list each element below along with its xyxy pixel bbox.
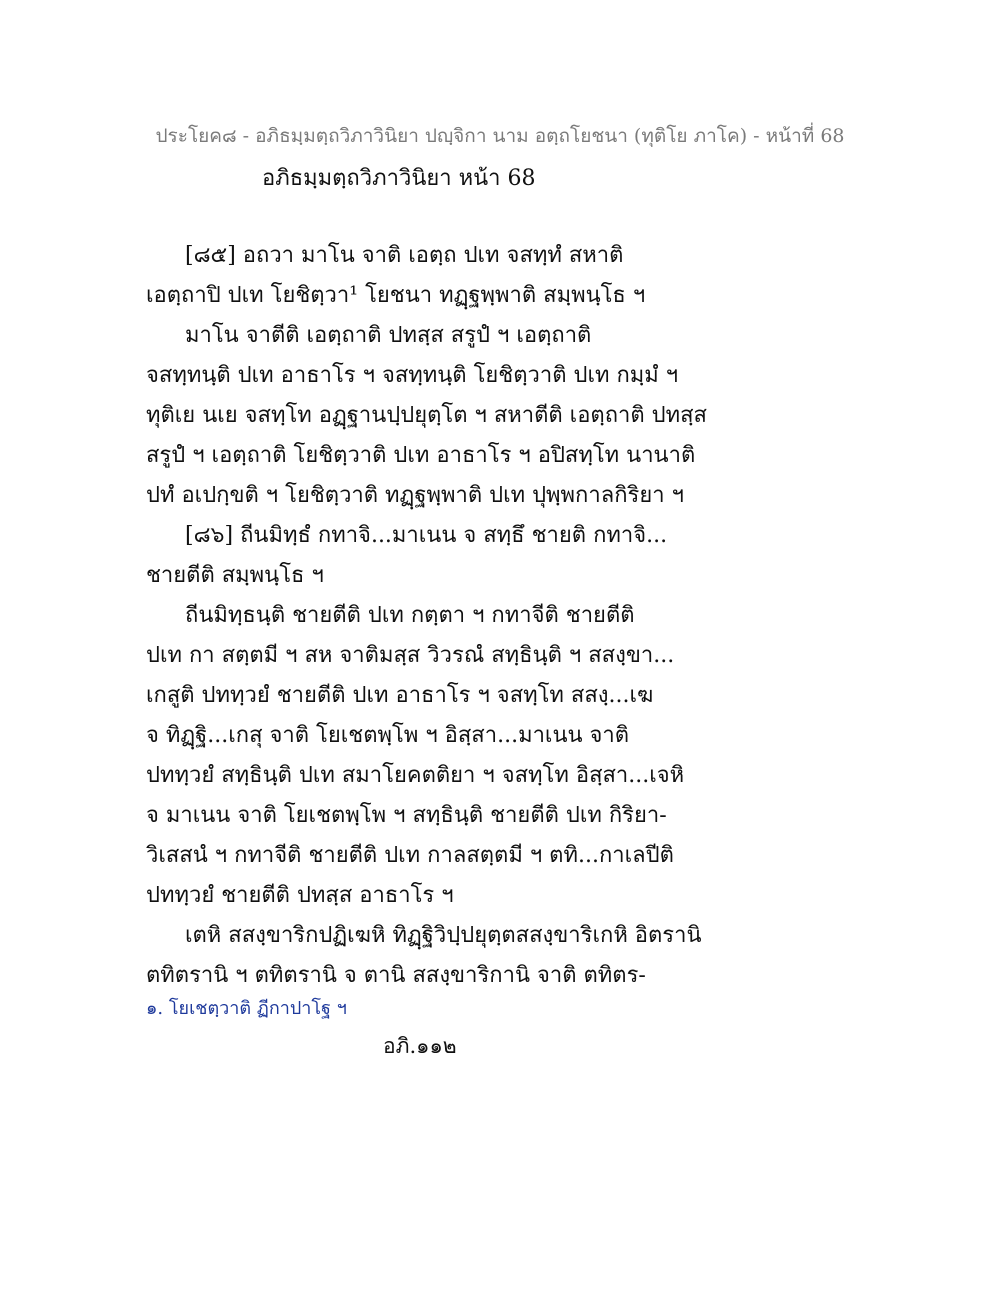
body-line: ปททฺวยํ ชายตีติ ปทสฺส อาธาโร ฯ (146, 883, 454, 908)
body-line: เอตฺถาปิ ปเท โยชิตฺวา¹ โยชนา ทฏฺฐพฺพาติ สมฺพนฺโธ ฯ (146, 283, 646, 308)
body-line: จ มาเนน จาติ โยเชตพฺโพ ฯ สทฺธินฺติ ชายตีติ ปเท กิริยา- (146, 803, 667, 828)
body-line: [๘๕] อถวา มาโน จาติ เอตฺถ ปเท จสทฺทํ สหาติ (185, 243, 624, 268)
body-line: จ ทิฏฺฐิ...เกสุ จาติ โยเชตพฺโพ ฯ อิสฺสา...มาเนน จาติ (146, 723, 630, 748)
body-line: ชายตีติ สมฺพนฺโธ ฯ (146, 563, 324, 588)
body-line: เกสูติ ปททฺวยํ ชายตีติ ปเท อาธาโร ฯ จสทฺโท สสงฺ...เฆ (146, 683, 654, 708)
body-line: สรูปํ ฯ เอตฺถาติ โยชิตฺวาติ ปเท อาธาโร ฯ อปิสทฺโท นานาติ (146, 443, 696, 468)
footnote: ๑. โยเชตฺวาติ ฏีกาปาโฐ ฯ (146, 998, 347, 1019)
body-line: มาโน จาตีติ เอตฺถาติ ปทสฺส สรูปํ ฯ เอตฺถาติ (185, 323, 592, 348)
page-number: อภิ.๑๑๒ (383, 1034, 457, 1058)
body-line: ปทํ อเปกฺขติ ฯ โยชิตฺวาติ ทฏฺฐพฺพาติ ปเท ปุพฺพกาลกิริยา ฯ (146, 483, 684, 508)
body-line: [๘๖] ถีนมิทฺธํ กทาจิ...มาเนน จ สทฺธึ ชายติ กทาจิ... (185, 523, 668, 548)
book-title: อภิธมฺมตฺถวิภาวินิยา หน้า 68 (262, 166, 536, 191)
body-line: วิเสสนํ ฯ กทาจีติ ชายตีติ ปเท กาลสตฺตมี ฯ ตทิ...กาเลปีติ (146, 843, 674, 868)
body-line: ทุติเย นเย จสทฺโท อฏฺฐานปฺปยุตฺโต ฯ สหาตีติ เอตฺถาติ ปทสฺส (146, 403, 707, 428)
body-line: ปเท กา สตฺตมี ฯ สห จาติมสฺส วิวรณํ สทฺธินฺติ ฯ สสงฺขา... (146, 643, 675, 668)
body-line: ถีนมิทฺธนฺติ ชายตีติ ปเท กตฺตา ฯ กทาจีติ ชายตีติ (185, 603, 635, 628)
body-line: ปททฺวยํ สทฺธินฺติ ปเท สมาโยคตติยา ฯ จสทฺโท อิสฺสา...เจหิ (146, 763, 685, 788)
body-line: เตหิ สสงฺขาริกปฏิเฆหิ ทิฏฺฐิวิปฺปยุตฺตสสงฺขาริเกหิ อิตรานิ (185, 923, 702, 948)
body-line: ตทิตรานิ ฯ ตทิตรานิ จ ตานิ สสงฺขาริกานิ จาติ ตทิตร- (146, 963, 646, 988)
running-header: ประโยค๘ - อภิธมฺมตฺถวิภาวินิยา ปญฺจิกา นาม อตฺถโยชนา (ทุติโย ภาโค) - หน้าที่ 68 (155, 125, 845, 147)
body-line: จสทฺทนฺติ ปเท อาธาโร ฯ จสทฺทนฺติ โยชิตฺวาติ ปเท กมฺมํ ฯ (146, 363, 679, 388)
